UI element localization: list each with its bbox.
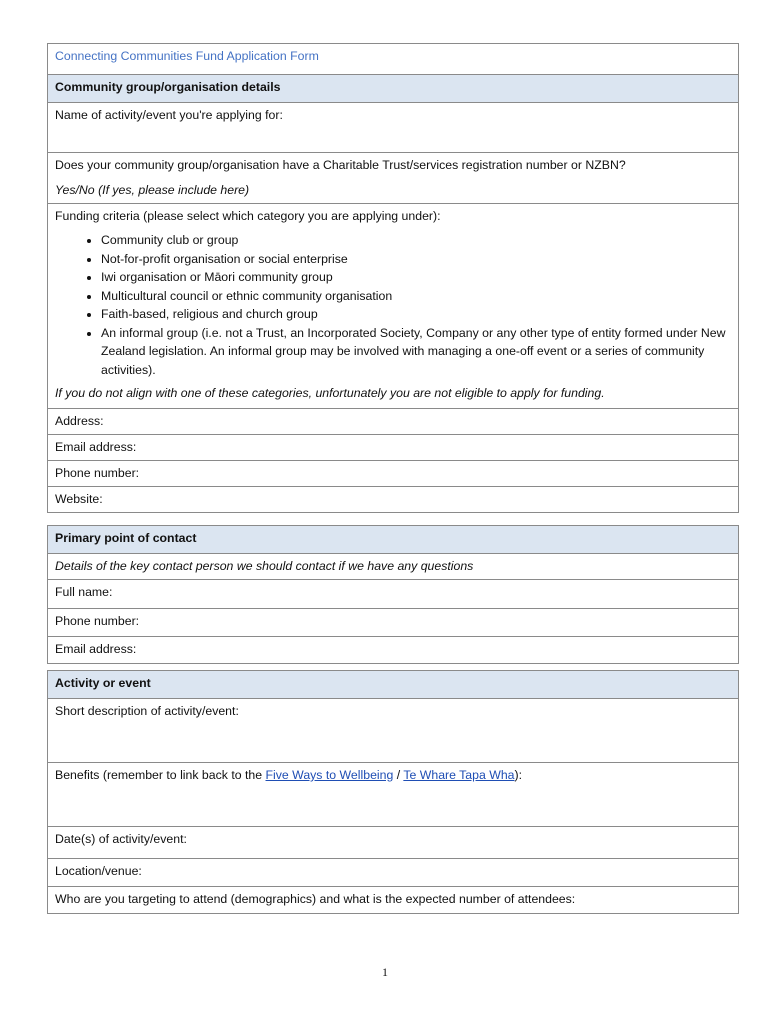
contact-email-field[interactable] [48,637,739,664]
benefits-field[interactable] [48,763,739,827]
full-name-field[interactable] [48,580,739,609]
activity-name-label: Name of activity/event you're applying for: [55,108,283,122]
address-field[interactable] [48,409,739,435]
contact-description: Details of the key contact person we should contact if we have any questions [48,554,739,580]
contact-table [47,525,739,664]
dates-field[interactable] [48,827,739,859]
form-title: Connecting Communities Fund Application Form [48,44,739,75]
website-label: Website: [55,492,103,506]
criteria-item[interactable]: • Faith-based, religious and church group [101,305,732,324]
benefits-prefix: Benefits (remember to link back to the [55,768,266,782]
group-details-table [47,43,739,513]
full-name-label: Full name: [55,585,113,599]
criteria-list [55,231,732,379]
phone-label: Phone number: [55,466,140,480]
address-label: Address: [55,414,104,428]
target-audience-label: Who are you targeting to attend (demographics) and what is the expected number of attendees: [55,892,576,906]
contact-phone-field[interactable] [48,609,739,637]
registration-hint: Yes/No (If yes, please include here) [55,183,250,197]
activity-table [47,670,739,914]
contact-email-label: Email address: [55,642,137,656]
funding-criteria-label: Funding criteria (please select which category you are applying under): [55,209,441,223]
activity-name-field[interactable] [48,103,739,153]
eligibility-note: If you do not align with one of these categories, unfortunately you are not eligible to apply for funding. [55,386,605,400]
te-whare-link[interactable]: Te Whare Tapa Wha [403,768,515,782]
registration-field[interactable] [48,153,739,204]
criteria-item[interactable]: • An informal group (i.e. not a Trust, an Incorporated Society, Company or any other type of entity formed under New Zealand legislation. An informal group may be involved with managing a one-off event or a series of community activities). [101,324,732,380]
location-field[interactable] [48,859,739,887]
registration-question: Does your community group/organisation have a Charitable Trust/services registration number or NZBN? [55,158,626,172]
website-field[interactable] [48,487,739,513]
benefits-separator: / [393,768,404,782]
benefits-suffix: ): [514,768,523,782]
criteria-item[interactable]: • Multicultural council or ethnic community organisation [101,287,732,306]
email-field[interactable] [48,435,739,461]
funding-criteria-field[interactable] [48,204,739,409]
page-number: 1 [382,965,388,979]
activity-description-label: Short description of activity/event: [55,704,239,718]
criteria-item[interactable]: • Not-for-profit organisation or social enterprise [101,250,732,269]
email-label: Email address: [55,440,137,454]
location-label: Location/venue: [55,864,142,878]
contact-section-heading: Primary point of contact [48,526,739,554]
criteria-item[interactable]: • Iwi organisation or Māori community group [101,268,732,287]
target-audience-field[interactable] [48,887,739,914]
criteria-item[interactable]: • Community club or group [101,231,732,250]
contact-phone-label: Phone number: [55,614,140,628]
group-section-heading: Community group/organisation details [48,75,739,103]
phone-field[interactable] [48,461,739,487]
activity-section-heading: Activity or event [48,671,739,699]
dates-label: Date(s) of activity/event: [55,832,187,846]
five-ways-link[interactable]: Five Ways to Wellbeing [265,768,394,782]
activity-description-field[interactable] [48,699,739,763]
